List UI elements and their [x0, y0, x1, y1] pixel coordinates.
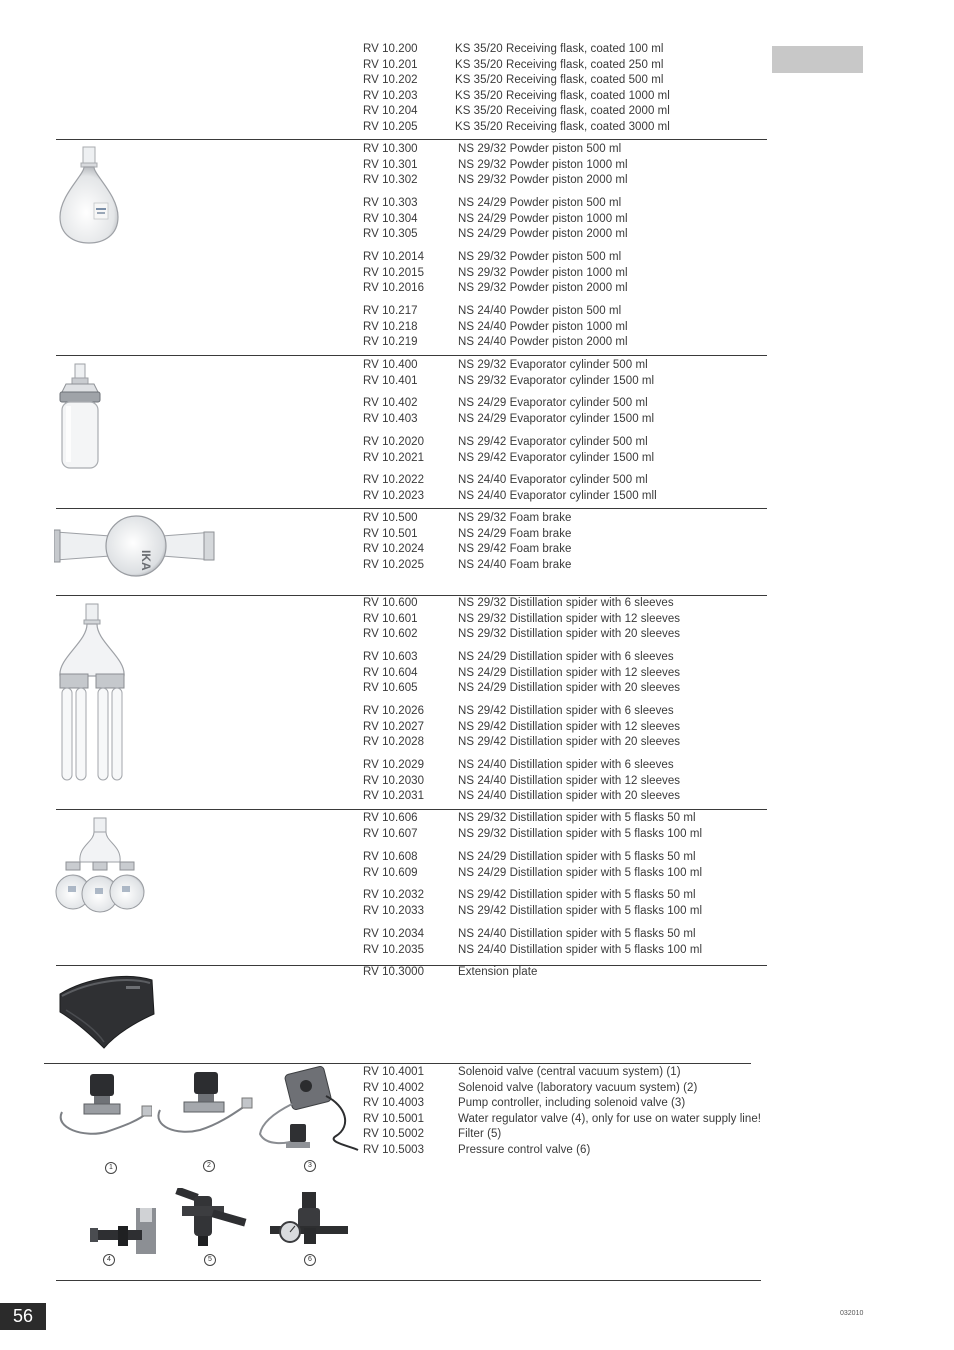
- item-code: RV 10.2034: [363, 928, 425, 940]
- item-code: RV 10.202: [363, 74, 418, 86]
- item-code: RV 10.305: [363, 228, 418, 240]
- item-code: RV 10.303: [363, 197, 418, 209]
- callout-6: 6: [304, 1254, 316, 1266]
- callout-5: 5: [204, 1254, 216, 1266]
- item-description: KS 35/20 Receiving flask, coated 3000 ml: [455, 120, 670, 133]
- item-description: NS 24/40 Distillation spider with 6 sleeves: [458, 759, 674, 771]
- item-code: RV 10.217: [363, 305, 418, 317]
- item-description: NS 24/29 Powder piston 500 ml: [458, 197, 622, 209]
- item-description: KS 35/20 Receiving flask, coated 1000 ml: [455, 89, 670, 102]
- ika-logo-text: IKA: [139, 550, 153, 571]
- item-description: NS 24/29 Distillation spider with 5 flasks 100 ml: [458, 866, 703, 879]
- item-code: RV 10.302: [363, 174, 418, 186]
- item-description: NS 29/32 Powder piston 1000 ml: [458, 266, 628, 279]
- item-code: RV 10.400: [363, 359, 418, 371]
- item-description: NS 24/29 Evaporator cylinder 1500 ml: [458, 412, 655, 425]
- solenoid-valve-central-image: [54, 1068, 152, 1140]
- item-code: RV 10.5003: [363, 1143, 425, 1156]
- item-description: NS 29/32 Distillation spider with 20 sleeves: [458, 628, 681, 640]
- item-code: RV 10.2028: [363, 736, 425, 748]
- item-code: RV 10.2025: [363, 558, 425, 571]
- water-regulator-valve-image: [88, 1204, 158, 1258]
- item-code: RV 10.2015: [363, 266, 425, 279]
- item-description: NS 24/40 Distillation spider with 20 sleeves: [458, 790, 681, 802]
- item-code: RV 10.204: [363, 105, 418, 117]
- item-description: NS 29/32 Foam brake: [458, 512, 572, 524]
- item-description: NS 29/32 Distillation spider with 5 flasks 50 ml: [458, 812, 696, 824]
- section-divider: [56, 139, 767, 140]
- item-description: NS 29/32 Distillation spider with 6 sleeves: [458, 597, 674, 609]
- item-description: NS 24/40 Distillation spider with 5 flasks 100 ml: [458, 943, 703, 956]
- foam-brake-image: [54, 514, 218, 578]
- item-description: NS 29/32 Powder piston 1000 ml: [458, 158, 628, 171]
- evaporator-cylinder-image: [56, 362, 106, 474]
- item-code: RV 10.300: [363, 143, 418, 155]
- item-description: NS 29/42 Distillation spider with 12 sleeves: [458, 720, 681, 733]
- item-description: KS 35/20 Receiving flask, coated 250 ml: [455, 58, 664, 71]
- item-code: RV 10.200: [363, 43, 418, 55]
- item-code: RV 10.500: [363, 512, 418, 524]
- item-code: RV 10.606: [363, 812, 418, 824]
- item-description: NS 29/42 Distillation spider with 20 sleeves: [458, 736, 681, 748]
- item-description: NS 24/29 Foam brake: [458, 527, 572, 540]
- item-code: RV 10.205: [363, 120, 418, 133]
- item-code: RV 10.2016: [363, 282, 425, 294]
- item-code: RV 10.203: [363, 89, 418, 102]
- item-code: RV 10.609: [363, 866, 418, 879]
- distillation-spider-flasks-image: [54, 816, 146, 916]
- item-description: NS 24/40 Distillation spider with 12 sleeves: [458, 774, 681, 787]
- item-description: NS 24/40 Powder piston 1000 ml: [458, 320, 628, 333]
- chapter-tab: [772, 46, 863, 73]
- callout-4: 4: [103, 1254, 115, 1266]
- item-code: RV 10.2014: [363, 251, 425, 263]
- item-description: Extension plate: [458, 966, 538, 978]
- item-description: NS 29/32 Evaporator cylinder 1500 ml: [458, 374, 655, 387]
- item-code: RV 10.2030: [363, 774, 425, 787]
- section-divider: [56, 355, 767, 356]
- item-code: RV 10.604: [363, 666, 418, 679]
- section-divider: [56, 1280, 761, 1281]
- item-description: NS 29/42 Evaporator cylinder 1500 ml: [458, 451, 655, 464]
- item-code: RV 10.2032: [363, 889, 425, 901]
- item-description: NS 24/29 Distillation spider with 6 sleeves: [458, 651, 674, 663]
- item-code: RV 10.403: [363, 412, 418, 425]
- item-code: RV 10.501: [363, 527, 418, 540]
- item-code: RV 10.2033: [363, 904, 425, 917]
- item-code: RV 10.2022: [363, 474, 425, 486]
- item-description: Water regulator valve (4), only for use on water supply line!: [458, 1112, 762, 1125]
- section-divider: [56, 508, 767, 509]
- item-description: NS 24/40 Foam brake: [458, 558, 572, 571]
- item-code: RV 10.401: [363, 374, 418, 387]
- extension-plate-image: [56, 970, 158, 1050]
- item-code: RV 10.304: [363, 212, 418, 225]
- item-description: NS 24/29 Evaporator cylinder 500 ml: [458, 397, 648, 409]
- item-code: RV 10.3000: [363, 966, 425, 978]
- item-code: RV 10.2023: [363, 489, 425, 502]
- item-description: NS 24/29 Distillation spider with 20 sleeves: [458, 682, 681, 694]
- item-description: NS 29/32 Distillation spider with 5 flasks 100 ml: [458, 827, 703, 840]
- item-code: RV 10.602: [363, 628, 418, 640]
- item-description: Solenoid valve (central vacuum system) (1): [458, 1066, 681, 1078]
- item-code: RV 10.219: [363, 336, 418, 348]
- callout-2: 2: [203, 1160, 215, 1172]
- item-code: RV 10.2021: [363, 451, 425, 464]
- item-code: RV 10.2029: [363, 759, 425, 771]
- item-code: RV 10.201: [363, 58, 418, 71]
- item-code: RV 10.4001: [363, 1066, 425, 1078]
- item-description: NS 24/40 Distillation spider with 5 flasks 50 ml: [458, 928, 696, 940]
- distillation-spider-sleeves-image: [54, 602, 130, 786]
- item-description: KS 35/20 Receiving flask, coated 100 ml: [455, 43, 664, 55]
- item-code: RV 10.600: [363, 597, 418, 609]
- pressure-control-valve-image: [268, 1190, 350, 1250]
- item-description: Pump controller, including solenoid valve (3): [458, 1097, 686, 1109]
- item-description: NS 29/32 Powder piston 2000 ml: [458, 282, 628, 294]
- callout-3: 3: [304, 1160, 316, 1172]
- item-code: RV 10.2027: [363, 720, 425, 733]
- item-code: RV 10.607: [363, 827, 418, 840]
- item-description: Filter (5): [458, 1128, 502, 1140]
- item-code: RV 10.2024: [363, 543, 425, 555]
- item-description: KS 35/20 Receiving flask, coated 2000 ml: [455, 105, 670, 117]
- item-code: RV 10.2035: [363, 943, 425, 956]
- pump-controller-image: [256, 1066, 360, 1156]
- item-description: NS 24/29 Powder piston 1000 ml: [458, 212, 628, 225]
- item-description: NS 24/29 Distillation spider with 5 flasks 50 ml: [458, 851, 696, 863]
- page-number: 56: [0, 1303, 46, 1330]
- callout-1: 1: [105, 1162, 117, 1174]
- item-code: RV 10.5001: [363, 1112, 425, 1125]
- item-description: NS 24/29 Powder piston 2000 ml: [458, 228, 628, 240]
- item-description: KS 35/20 Receiving flask, coated 500 ml: [455, 74, 664, 86]
- item-description: NS 29/32 Powder piston 500 ml: [458, 143, 622, 155]
- item-description: NS 24/40 Powder piston 500 ml: [458, 305, 622, 317]
- powder-piston-flask-image: [54, 145, 124, 245]
- item-description: NS 29/32 Powder piston 2000 ml: [458, 174, 628, 186]
- item-code: RV 10.2020: [363, 436, 425, 448]
- item-description: NS 29/42 Distillation spider with 5 flasks 100 ml: [458, 904, 703, 917]
- item-code: RV 10.301: [363, 158, 418, 171]
- item-description: NS 29/42 Distillation spider with 5 flasks 50 ml: [458, 889, 696, 901]
- item-description: NS 24/40 Evaporator cylinder 500 ml: [458, 474, 648, 486]
- item-description: Solenoid valve (laboratory vacuum system) (2): [458, 1081, 698, 1094]
- item-description: NS 29/32 Distillation spider with 12 sleeves: [458, 612, 681, 625]
- item-description: NS 29/42 Foam brake: [458, 543, 572, 555]
- item-description: NS 29/32 Powder piston 500 ml: [458, 251, 622, 263]
- item-description: NS 24/40 Powder piston 2000 ml: [458, 336, 628, 348]
- item-code: RV 10.5002: [363, 1128, 425, 1140]
- item-code: RV 10.218: [363, 320, 418, 333]
- item-description: NS 29/42 Distillation spider with 6 sleeves: [458, 705, 674, 717]
- item-code: RV 10.605: [363, 682, 418, 694]
- item-description: Pressure control valve (6): [458, 1143, 591, 1156]
- filter-image: [172, 1188, 250, 1250]
- item-code: RV 10.4002: [363, 1081, 425, 1094]
- item-description: NS 24/29 Distillation spider with 12 sleeves: [458, 666, 681, 679]
- item-description: NS 29/32 Evaporator cylinder 500 ml: [458, 359, 648, 371]
- item-code: RV 10.603: [363, 651, 418, 663]
- item-code: RV 10.601: [363, 612, 418, 625]
- section-divider: [56, 809, 767, 810]
- item-code: RV 10.608: [363, 851, 418, 863]
- item-description: NS 29/42 Evaporator cylinder 500 ml: [458, 436, 648, 448]
- item-code: RV 10.2031: [363, 790, 425, 802]
- document-code: 032010: [840, 1310, 864, 1317]
- section-divider: [44, 1063, 751, 1064]
- item-code: RV 10.2026: [363, 705, 425, 717]
- item-code: RV 10.402: [363, 397, 418, 409]
- item-description: NS 24/40 Evaporator cylinder 1500 mll: [458, 489, 657, 502]
- item-code: RV 10.4003: [363, 1097, 425, 1109]
- solenoid-valve-laboratory-image: [150, 1068, 254, 1140]
